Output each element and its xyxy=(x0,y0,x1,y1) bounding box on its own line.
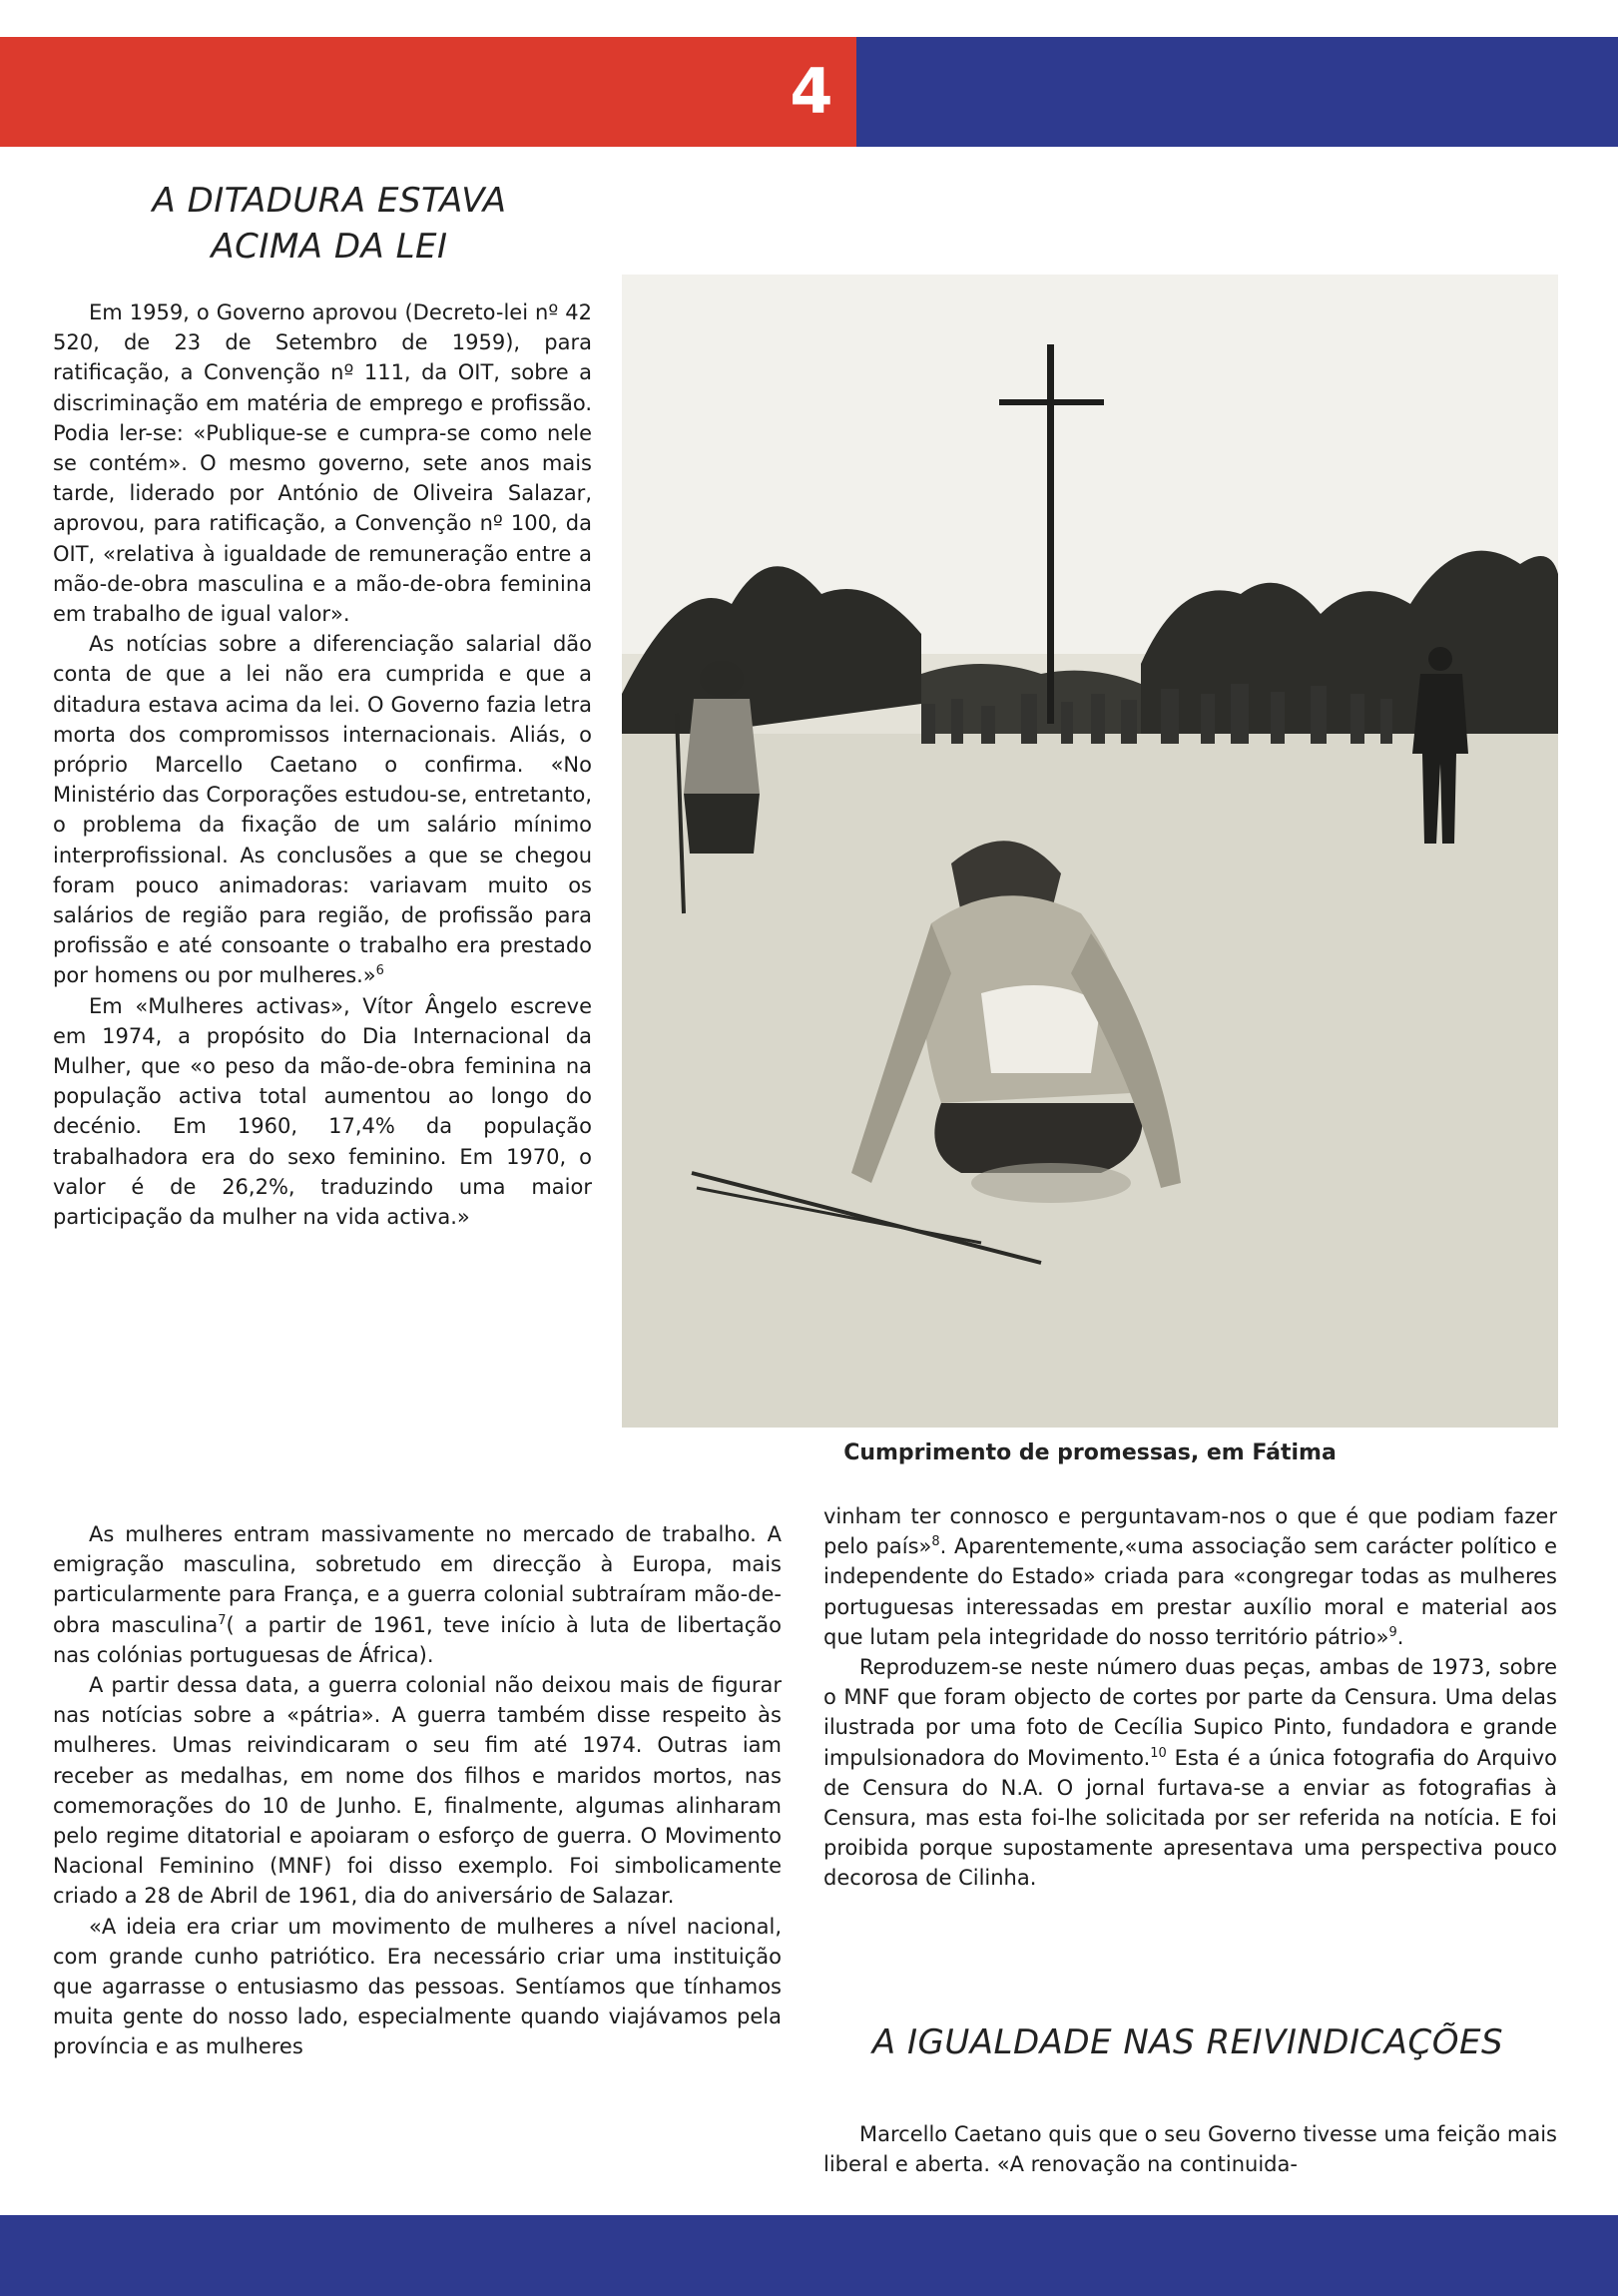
paragraph-marcello-caetano: Marcello Caetano quis que o seu Governo tivesse uma feição mais liberal e aberta. «A renovação na continuida- xyxy=(823,2122,1557,2177)
header-blue-band xyxy=(856,37,1618,147)
section-title-line-2: ACIMA DA LEI xyxy=(211,227,448,267)
footnote-ref-7: 7 xyxy=(218,1612,227,1628)
continuation-text-a: vinham ter connosco e perguntavam-nos o que é que podiam fazer pelo país» xyxy=(823,1504,1557,1559)
section-title-dictatorship xyxy=(120,178,539,270)
continuation-text-b: . Aparentemente,«uma associação sem carácter político e independente do Estado» criada para «congregar todas as mulheres portuguesas interessadas em prestar auxílio moral e material aos que lutam pela integridade do nosso território pátrio» xyxy=(823,1534,1557,1649)
header-red-band xyxy=(0,37,856,147)
paragraph-censorship xyxy=(823,1652,1557,1894)
paragraph-continuation xyxy=(823,1501,1557,1652)
cross-beam xyxy=(999,399,1104,405)
continuation-text-c: . xyxy=(1396,1624,1404,1649)
footnote-ref-9: 9 xyxy=(1388,1624,1397,1640)
right-column-bottom xyxy=(823,1501,1557,1894)
footnote-ref-10: 10 xyxy=(1150,1745,1167,1761)
paragraph-mulheres-activas: Em «Mulheres activas», Vítor Ângelo escreve em 1974, a propósito do Dia Internacional da Mulher, que «o peso da mão-de-obra feminina na população activa total aumentou ao longo do decénio. Em 1960, 17,4% da população trabalhadora era do sexo feminino. Em 1970, o valor é de 26,2%, traduzindo uma maior participação da mulher na vida activa.» xyxy=(53,993,592,1230)
paragraph-labour-text-a: As mulheres entram massivamente no mercado de trabalho. A emigração masculina, sobretudo em direcção à Europa, mais particularmente para França, e a guerra colonial subtraíram mão-de-obra masculina xyxy=(53,1522,782,1637)
fatima-photo xyxy=(622,275,1558,1428)
paragraph-colonial-war: A partir dessa data, a guerra colonial não deixou mais de figurar nas notícias sobre a «pátria». A guerra também disse respeito às mulheres. Umas reivindicaram o seu fim até 1974. Outras iam receber as medalhas, em nome dos filhos e maridos mortos, nas comemorações do 10 de Junho. E, finalmente, algumas alinharam pelo regime ditatorial e apoiaram o esforço de guerra. O Movimento Nacional Feminino (MNF) foi disso exemplo. Foi simbolicamente criado a 28 de Abril de 1961, dia do aniversário de Salazar. xyxy=(53,1673,782,1909)
paragraph-quote-movement: «A ideia era criar um movimento de mulheres a nível nacional, com grande cunho patriótico. Era necessário criar uma instituição que agarrasse o entusiasmo das pessoas. Sentíamos que tínhamos muita gente do nosso lado, especialmente quando viajávamos pela província e as mulheres xyxy=(53,1914,782,2059)
paragraph-labour-text-b: ( a partir de 1961, teve início à luta de libertação nas colónias portuguesas de África). xyxy=(53,1612,783,1667)
footnote-ref-6: 6 xyxy=(375,963,384,979)
paragraph-labour-market xyxy=(53,1519,782,1670)
paragraph-wage-differences xyxy=(53,629,592,990)
paragraph-wage-text: As notícias sobre a diferenciação salarial dão conta de que a lei não era cumprida e que a ditadura estava acima da lei. O Governo fazia letra morta dos compromissos internacionais. Aliás, o próprio Marcello Caetano o confirma. «No Ministério das Corporações estudou-se, entretanto, o problema da fixação de um salário mínimo interprofissional. As conclusões a que se chegou foram pouco animadoras: variavam muito os salários de região para região, de profissão para profissão e até consoante o trabalho era prestado por homens ou por mulheres.» xyxy=(53,632,592,988)
censorship-text-b: Esta é a única fotografia do Arquivo de Censura do N.A. O jornal furtava-se a enviar as fotografias à Censura, mas esta foi-lhe solicitada por ser referida na notícia. E foi proibida porque supostamente apresentava uma perspectiva pouco decorosa de Cilinha. xyxy=(823,1745,1557,1891)
left-column-top xyxy=(53,297,592,1232)
fatima-photo-illustration xyxy=(622,275,1558,1428)
paragraph-convention-111: Em 1959, o Governo aprovou (Decreto-lei nº 42 520, de 23 de Setembro de 1959), para ratificação, a Convenção nº 111, da OIT, sobre a discriminação em matéria de emprego e profissão. Podia ler-se: «Publique-se e cumpra-se como nele se contém». O mesmo governo, sete anos mais tarde, liderado por António de Oliveira Salazar, aprovou, para ratificação, a Convenção nº 100, da OIT, «relativa à igualdade de remuneração entre a mão-de-obra masculina e a mão-de-obra feminina em trabalho de igual valor». xyxy=(53,300,592,627)
right-column-lower xyxy=(823,2119,1557,2179)
photo-caption: Cumprimento de promessas, em Fátima xyxy=(843,1440,1337,1465)
censorship-text-a: Reproduzem-se neste número duas peças, ambas de 1973, sobre o MNF que foram objecto de cortes por parte da Censura. Uma delas ilustrada por uma foto de Cecília Supico Pinto, fundadora e grande impulsionadora do Movimento. xyxy=(823,1655,1557,1770)
section-title-line-1: A DITADURA ESTAVA xyxy=(152,181,507,221)
footer-blue-band xyxy=(0,2215,1618,2296)
left-column-bottom xyxy=(53,1519,782,2062)
section-title-equality: A IGUALDADE NAS REIVINDICAÇÕES xyxy=(871,2022,1504,2062)
page-number: 4 xyxy=(790,55,833,128)
footnote-ref-8: 8 xyxy=(931,1534,940,1550)
